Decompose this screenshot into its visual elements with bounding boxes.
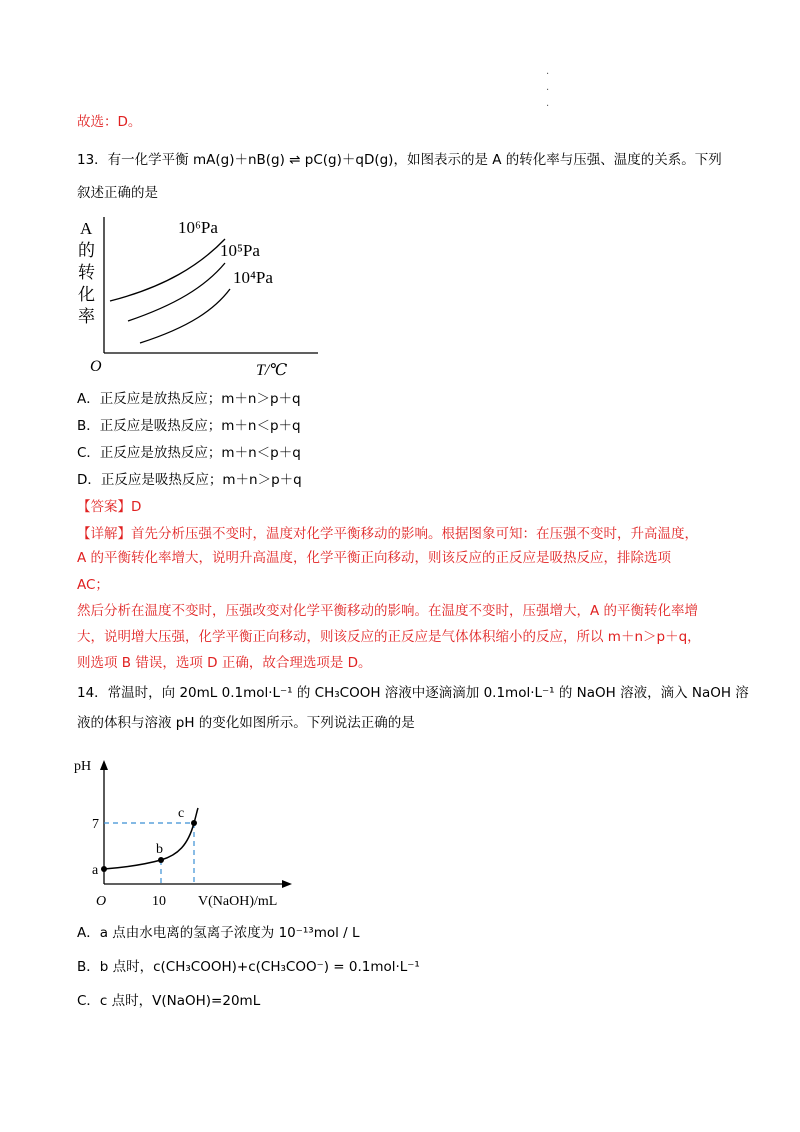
q14-xlabel: V(NaOH)/mL (198, 894, 278, 909)
q14-point-c (191, 820, 197, 826)
q14-point-b (158, 857, 164, 863)
q13-ylabel-char: A (80, 219, 93, 238)
q14-y-arrow (100, 760, 108, 770)
q13-option-b: B．正反应是吸热反应；m＋n＜p＋q (77, 418, 301, 434)
q13-explanation-line: AC； (77, 577, 109, 593)
q14-option-b: B．b 点时，c(CH₃COOH)+c(CH₃COO⁻) = 0.1mol·L⁻¹ (77, 959, 420, 975)
q13-ylabel-char: 的 (78, 241, 95, 260)
q13-curve-10-5 (128, 263, 225, 321)
q13-explanation-line: A 的平衡转化率增大，说明升高温度，化学平衡正向移动，则该反应的正反应是吸热反应，排除选项 (77, 550, 672, 566)
q14-x-arrow (282, 880, 292, 888)
q13-label-10-5: 10⁵Pa (220, 241, 260, 260)
q13-option-d: D．正反应是吸热反应；m＋n＞p＋q (77, 472, 302, 488)
q14-xtick-10: 10 (152, 894, 166, 909)
q13-curve-10-4 (140, 289, 230, 343)
q13-label-10-6: 10⁶Pa (178, 218, 218, 237)
q14-origin: O (96, 894, 107, 909)
q13-label-10-4: 10⁴Pa (233, 268, 273, 287)
q14-point-a (101, 866, 107, 872)
q13-curve-10-6 (110, 239, 225, 301)
q13-stem-line2: 叙述正确的是 (77, 185, 158, 201)
q14-label-c: c (178, 806, 185, 821)
previous-answer: 故选：D。 (77, 114, 142, 130)
q13-explanation-line: 然后分析在温度不变时，压强改变对化学平衡移动的影响。在温度不变时，压强增大，A 的平衡转化率增 (77, 603, 699, 619)
q14-label-b: b (156, 842, 163, 857)
q13-ylabel-char: 转 (78, 263, 95, 282)
q13-explanation-line: 则选项 B 错误，选项 D 正确，故合理选项是 D。 (77, 655, 372, 671)
q13-xlabel: T/℃ (256, 362, 288, 379)
q14-option-a: A．a 点由水电离的氢离子浓度为 10⁻¹³mol / L (77, 925, 360, 941)
scan-dot: · (546, 101, 550, 112)
q13-option-c: C．正反应是放热反应；m＋n＜p＋q (77, 445, 301, 461)
q13-ylabel-char: 化 (78, 285, 95, 304)
q14-figure (70, 750, 310, 915)
q14-ytick-7: 7 (92, 817, 99, 832)
q13-figure (70, 205, 330, 380)
q14-stem-line1: 14．常温时，向 20mL 0.1mol·L⁻¹ 的 CH₃COOH 溶液中逐滴滴加 0.1mol·L⁻¹ 的 NaOH 溶液，滴入 NaOH 溶 (77, 685, 749, 701)
q13-explanation-line: 【详解】首先分析压强不变时，温度对化学平衡移动的影响。根据图象可知：在压强不变时，升高温度， (77, 526, 698, 542)
q14-ylabel: pH (74, 759, 92, 774)
q13-answer: 【答案】D (77, 499, 142, 515)
q14-label-a: a (92, 863, 99, 878)
q14-stem-line2: 液的体积与溶液 pH 的变化如图所示。下列说法正确的是 (77, 715, 415, 731)
scan-dot: · (546, 69, 550, 80)
q13-explanation-line: 大，说明增大压强，化学平衡正向移动，则该反应的正反应是气体体积缩小的反应，所以 m＋n＞p＋q， (77, 629, 701, 645)
q14-option-c: C．c 点时，V(NaOH)=20mL (77, 993, 261, 1009)
q13-stem-line1: 13．有一化学平衡 mA(g)＋nB(g) ⇌ pC(g)＋qD(g)，如图表示的是 A 的转化率与压强、温度的关系。下列 (77, 152, 722, 168)
q13-origin: O (90, 358, 102, 375)
q13-ylabel-char: 率 (78, 307, 95, 326)
scan-dot: · (546, 85, 550, 96)
q13-option-a: A．正反应是放热反应；m＋n＞p＋q (77, 391, 301, 407)
